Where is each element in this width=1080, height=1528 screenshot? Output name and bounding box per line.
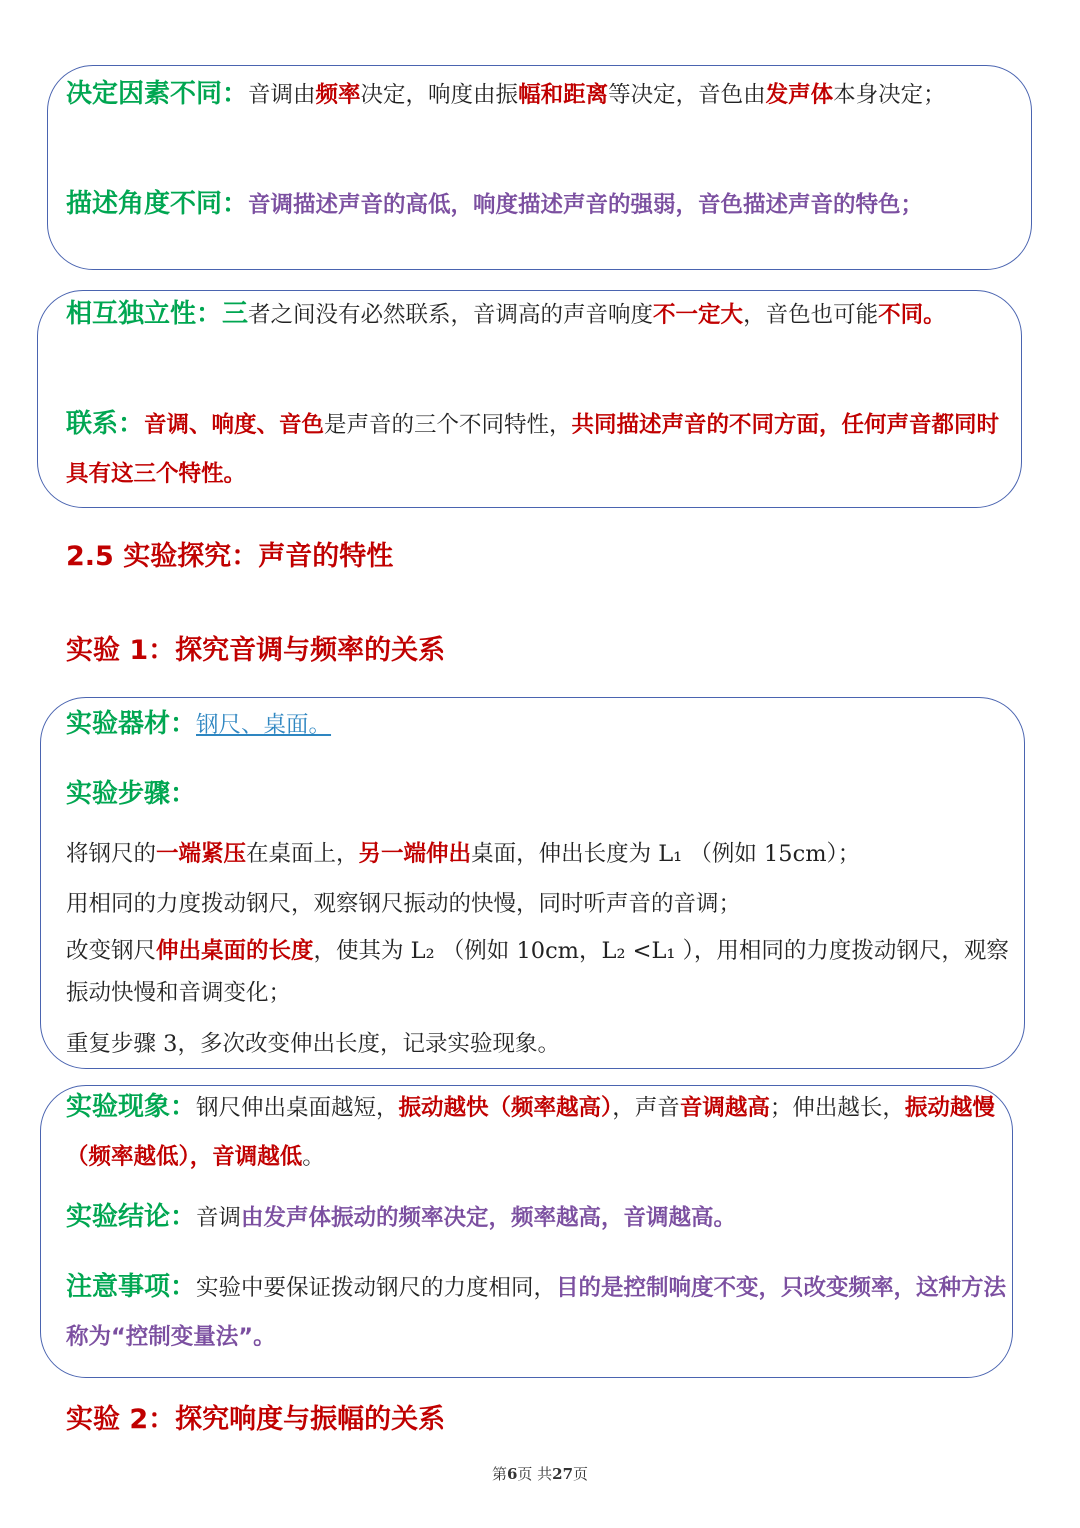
total-pages: 27 <box>552 1465 574 1483</box>
text: 桌面，伸出长度为 L₁ （例如 15cm）； <box>471 841 861 867</box>
steps-label-line <box>66 770 1011 820</box>
conclusion-label: 实验结论： <box>66 1202 197 1232</box>
highlight: 三 <box>222 299 249 329</box>
highlight: 目的是控制响度不变，只改变频率，这种方法称为“控制变量法”。 <box>66 1275 1007 1350</box>
notes-label: 注意事项： <box>66 1272 197 1302</box>
text: 重复步骤 3，多次改变伸出长度，记录实验现象。 <box>66 1031 560 1057</box>
footer-text: 页 共 <box>517 1465 553 1483</box>
phenomenon-line <box>66 1083 1011 1182</box>
phenomenon-label: 实验现象： <box>66 1092 197 1122</box>
determinant-label: 决定因素不同： <box>66 79 249 109</box>
experiment-1-title: 实验 1：探究音调与频率的关系 <box>66 635 446 666</box>
text: 将钢尺的 <box>66 841 157 867</box>
footer-text: 页 <box>573 1465 589 1483</box>
text: 本身决定； <box>833 82 946 108</box>
highlight: 另一端伸出 <box>358 841 472 867</box>
highlight: 由发声体振动的频率决定，频率越高，音调越高。 <box>241 1205 737 1231</box>
text: 。 <box>302 1144 325 1170</box>
conclusion-line <box>66 1193 1011 1243</box>
materials-label: 实验器材： <box>66 709 197 739</box>
highlight: 音调描述声音的高低，响度描述声音的强弱，音色描述声音的特色； <box>248 192 924 218</box>
text: 音调 <box>196 1205 242 1231</box>
section-title: 2.5 实验探究：声音的特性 <box>66 541 394 572</box>
text: ，声音 <box>612 1095 680 1121</box>
text: ；伸出越长， <box>769 1095 905 1121</box>
independence-label: 相互独立性： <box>66 299 223 329</box>
step-4 <box>66 1020 1011 1069</box>
text: ，使其为 L₂ （例如 10cm，L₂ <L₁ ），用相同的力度拨动钢尺，观察振动快慢和音调变化； <box>66 938 1009 1006</box>
text: 等决定，音色由 <box>608 82 766 108</box>
description-label: 描述角度不同： <box>66 189 249 219</box>
highlight: 幅和距离 <box>518 82 609 108</box>
step-1 <box>66 830 1011 879</box>
materials-line <box>66 700 1011 750</box>
footer-text: 第 <box>491 1465 507 1483</box>
page-number: 6 <box>506 1465 518 1483</box>
text: 在桌面上， <box>246 841 359 867</box>
step-3 <box>66 930 1011 1014</box>
experiment-2-title: 实验 2：探究响度与振幅的关系 <box>66 1404 446 1435</box>
text: 是声音的三个不同特性， <box>324 412 572 438</box>
highlight: 共同描述声音的不同方面，任何声音都同时具有这三个特性。 <box>66 412 1000 487</box>
step-2 <box>66 880 1011 929</box>
text: 音调由 <box>248 82 316 108</box>
notes-line <box>66 1263 1011 1362</box>
text: 实验中要保证拨动钢尺的力度相同， <box>196 1275 557 1301</box>
page-footer <box>0 1462 1080 1486</box>
highlight: 振动越慢（频率越低），音调越低 <box>66 1095 995 1170</box>
steps-label: 实验步骤： <box>66 779 197 809</box>
text: 者之间没有必然联系，音调高的声音响度 <box>248 302 654 328</box>
text: 改变钢尺 <box>66 938 157 964</box>
highlight: 不一定大 <box>653 302 744 328</box>
independence-line <box>66 290 1011 340</box>
text: 钢尺伸出桌面越短， <box>196 1095 399 1121</box>
text: 用相同的力度拨动钢尺，观察钢尺振动的快慢，同时听声音的音调； <box>66 891 742 917</box>
highlight: 音调越高 <box>679 1095 770 1121</box>
materials-link[interactable]: 钢尺、桌面。 <box>196 712 332 738</box>
description-line <box>66 180 1011 230</box>
relation-label: 联系： <box>66 409 145 439</box>
highlight: 频率 <box>315 82 361 108</box>
highlight: 发声体 <box>765 82 834 108</box>
highlight: 音调、响度、音色 <box>144 412 325 438</box>
relation-line <box>66 400 1011 499</box>
text: ，音色也可能 <box>743 302 879 328</box>
text: 决定，响度由振 <box>360 82 519 108</box>
determinant-line <box>66 70 1011 120</box>
highlight: 伸出桌面的长度 <box>156 938 314 964</box>
highlight: 不同。 <box>878 302 946 328</box>
highlight: 一端紧压 <box>156 841 247 867</box>
highlight: 振动越快（频率越高） <box>398 1095 613 1121</box>
